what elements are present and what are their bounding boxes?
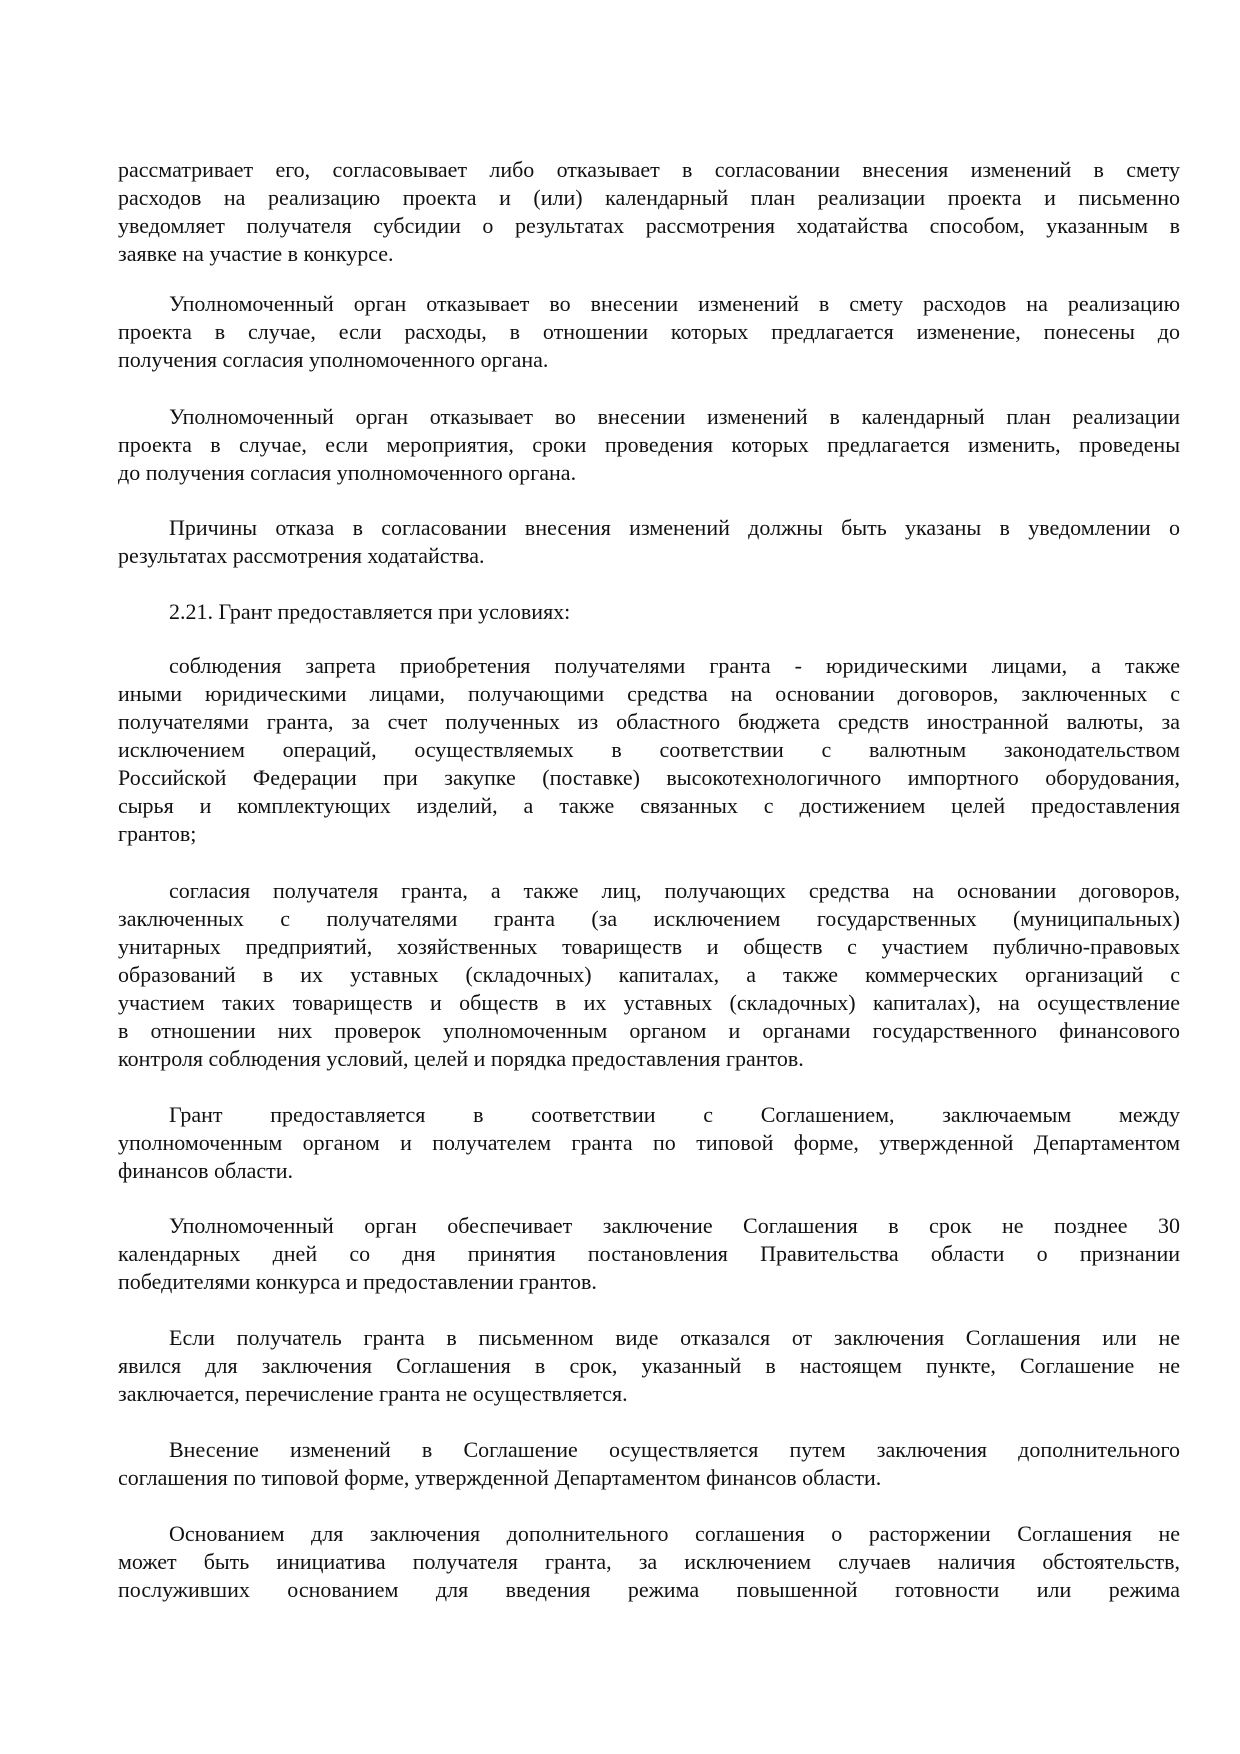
text-line: Грант предоставляется в соответствии с Соглашением, заключаемым между: [169, 1102, 1180, 1127]
text-line: грантов;: [118, 821, 197, 846]
text-line: контроля соблюдения условий, целей и порядка предоставления грантов.: [118, 1046, 804, 1071]
text-line: заключается, перечисление гранта не осуществляется.: [118, 1381, 628, 1406]
text-line: участием таких товариществ и обществ в их уставных (складочных) капиталах), на осуществление: [118, 990, 1180, 1015]
paragraph: [118, 652, 1180, 848]
text-line: исключением операций, осуществляемых в соответствии с валютным законодательством: [118, 737, 1180, 762]
text-line: календарных дней со дня принятия постановления Правительства области о признании: [118, 1241, 1180, 1266]
paragraph: [118, 877, 1180, 1073]
text-line: проекта в случае, если расходы, в отношении которых предлагается изменение, понесены до: [118, 319, 1180, 344]
text-line: сырья и комплектующих изделий, а также связанных с достижением целей предоставления: [118, 793, 1180, 818]
paragraph: [118, 1324, 1180, 1408]
text-line: 2.21. Грант предоставляется при условиях:: [169, 599, 571, 624]
text-line: заявке на участие в конкурсе.: [118, 241, 394, 266]
text-line: унитарных предприятий, хозяйственных товариществ и обществ с участием публично-правовых: [118, 934, 1180, 959]
text-line: финансов области.: [118, 1158, 294, 1183]
paragraph: [118, 1101, 1180, 1185]
text-line: соглашения по типовой форме, утвержденной Департаментом финансов области.: [118, 1465, 882, 1490]
text-line: иными юридическими лицами, получающими средства на основании договоров, заключенных с: [118, 681, 1180, 706]
text-line: результатах рассмотрения ходатайства.: [118, 543, 485, 568]
text-line: Российской Федерации при закупке (поставке) высокотехнологичного импортного оборудования,: [118, 765, 1180, 790]
paragraph: [118, 1520, 1180, 1604]
paragraph: [118, 156, 1180, 268]
text-line: рассматривает его, согласовывает либо отказывает в согласовании внесения изменений в смету: [118, 157, 1180, 182]
text-line: Причины отказа в согласовании внесения изменений должны быть указаны в уведомлении о: [169, 515, 1180, 540]
paragraph: [118, 290, 1180, 374]
text-line: согласия получателя гранта, а также лиц, получающих средства на основании договоров,: [169, 878, 1180, 903]
paragraph: [118, 598, 1180, 626]
text-line: до получения согласия уполномоченного органа.: [118, 460, 577, 485]
paragraph: [118, 1212, 1180, 1296]
text-line: уполномоченным органом и получателем гранта по типовой форме, утвержденной Департаментом: [118, 1130, 1180, 1155]
text-line: расходов на реализацию проекта и (или) календарный план реализации проекта и письменно: [118, 185, 1180, 210]
text-line: Если получатель гранта в письменном виде отказался от заключения Соглашения или не: [169, 1325, 1180, 1350]
text-line: в отношении них проверок уполномоченным органом и органами государственного финансового: [118, 1018, 1180, 1043]
paragraph: [118, 403, 1180, 487]
text-line: победителями конкурса и предоставлении грантов.: [118, 1269, 597, 1294]
text-line: образований в их уставных (складочных) капиталах, а также коммерческих организаций с: [118, 962, 1180, 987]
text-line: послуживших основанием для введения режима повышенной готовности или режима: [118, 1577, 1180, 1602]
paragraph: [118, 514, 1180, 570]
text-line: Уполномоченный орган отказывает во внесении изменений в смету расходов на реализацию: [169, 291, 1180, 316]
text-line: получения согласия уполномоченного органа.: [118, 347, 549, 372]
text-line: уведомляет получателя субсидии о результатах рассмотрения ходатайства способом, указанным в: [118, 213, 1180, 238]
text-line: Уполномоченный орган отказывает во внесении изменений в календарный план реализации: [169, 404, 1180, 429]
text-line: заключенных с получателями гранта (за исключением государственных (муниципальных): [118, 906, 1180, 931]
text-line: соблюдения запрета приобретения получателями гранта - юридическими лицами, а также: [169, 653, 1180, 678]
text-line: Основанием для заключения дополнительного соглашения о расторжении Соглашения не: [169, 1521, 1180, 1546]
text-line: Внесение изменений в Соглашение осуществляется путем заключения дополнительного: [169, 1437, 1180, 1462]
text-line: получателями гранта, за счет полученных из областного бюджета средств иностранной валюты, за: [118, 709, 1180, 734]
text-line: проекта в случае, если мероприятия, сроки проведения которых предлагается изменить, проведены: [118, 432, 1180, 457]
text-line: явился для заключения Соглашения в срок, указанный в настоящем пункте, Соглашение не: [118, 1353, 1180, 1378]
text-line: Уполномоченный орган обеспечивает заключение Соглашения в срок не позднее 30: [169, 1213, 1180, 1238]
text-line: может быть инициатива получателя гранта, за исключением случаев наличия обстоятельств,: [118, 1549, 1180, 1574]
paragraph: [118, 1436, 1180, 1492]
